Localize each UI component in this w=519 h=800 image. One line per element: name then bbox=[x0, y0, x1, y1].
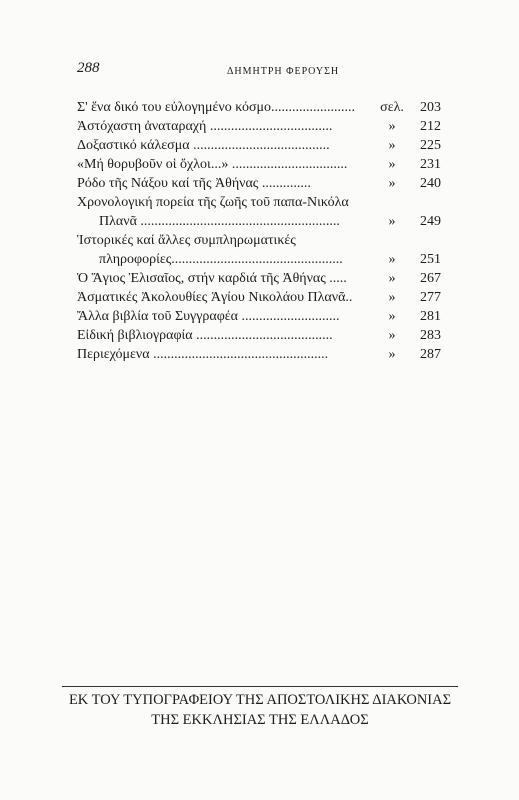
toc-entry-title: Ἀσματικές Ἀκολουθίες Ἁγίου Νικολάου Πλανᾶ.. bbox=[77, 290, 353, 305]
toc-entry-title: Ὁ Ἅγιος Ἐλισαῖος, στήν καρδιά τῆς Ἀθήνας ..... bbox=[77, 271, 347, 286]
toc-entry bbox=[77, 288, 441, 307]
toc-entry-page: 203 bbox=[420, 100, 441, 115]
toc-entry-title: Περιεχόμενα .................................................. bbox=[77, 347, 329, 362]
toc-entry-marker: » bbox=[388, 328, 396, 343]
toc-entry-page: 225 bbox=[420, 138, 441, 153]
toc-entry-page: 281 bbox=[420, 309, 441, 324]
toc-entry-page: 249 bbox=[420, 214, 441, 229]
toc-entry-title: Ρόδο τῆς Νάξου καί τῆς Ἀθήνας .............. bbox=[77, 176, 311, 191]
printer-imprint bbox=[62, 690, 458, 730]
toc-entry-title: Ἄλλα βιβλία τοῦ Συγγραφέα ............................ bbox=[77, 309, 340, 324]
page-header bbox=[77, 60, 441, 84]
toc-entry bbox=[77, 326, 441, 345]
toc-entry-title: Ἀστόχαστη ἀναταραχή ................................... bbox=[77, 119, 333, 134]
toc-entry bbox=[77, 174, 441, 193]
toc-entry-marker: » bbox=[388, 176, 396, 191]
toc-entry-title-line1: Χρονολογική πορεία τῆς ζωῆς τοῦ παπα-Νικόλα bbox=[77, 195, 349, 210]
toc-entry-marker: » bbox=[388, 252, 396, 267]
toc-entry bbox=[77, 307, 441, 326]
toc-entry-title: Εἰδική βιβλιογραφία ....................................... bbox=[77, 328, 333, 343]
imprint-line-1: ΕΚ ΤΟΥ ΤΥΠΟΓΡΑΦΕΙΟΥ ΤΗΣ ΑΠΟΣΤΟΛΙΚΗΣ ΔΙΑΚΟΝΙΑΣ bbox=[68, 692, 452, 708]
toc-entry bbox=[77, 231, 441, 269]
toc-entry-marker: » bbox=[388, 271, 396, 286]
toc-entry-page: 240 bbox=[420, 176, 441, 191]
toc-entry-title: Δοξαστικό κάλεσμα ....................................... bbox=[77, 138, 330, 153]
running-title: ΔΗΜΗΤΡΗ ΦΕΡΟΥΣΗ bbox=[227, 66, 340, 77]
toc-entry-title: «Μή θορυβοῦν οἱ ὄχλοι...» ................................. bbox=[77, 157, 348, 172]
toc-entry bbox=[77, 193, 441, 231]
toc-entry-page: 287 bbox=[420, 347, 441, 362]
table-of-contents bbox=[77, 98, 441, 364]
footer-divider bbox=[62, 686, 458, 687]
toc-entry-marker: » bbox=[388, 119, 396, 134]
toc-entry-page: 277 bbox=[420, 290, 441, 305]
toc-entry-marker: » bbox=[388, 347, 396, 362]
toc-entry bbox=[77, 136, 441, 155]
imprint-line-2: ΤΗΣ ΕΚΚΛΗΣΙΑΣ ΤΗΣ ΕΛΛΑΔΟΣ bbox=[151, 712, 369, 728]
toc-entry-marker: » bbox=[388, 290, 396, 305]
toc-entry-marker: » bbox=[388, 138, 396, 153]
toc-entry-title: Σ' ἕνα δικό του εὐλογημένο κόσμο........................ bbox=[77, 100, 356, 115]
toc-entry-title-line2: Πλανᾶ ......................................................... bbox=[99, 214, 340, 229]
toc-entry-title bbox=[77, 193, 375, 231]
toc-entry-title-line2: πληροφορίες................................................. bbox=[99, 252, 343, 267]
toc-entry-page: 267 bbox=[420, 271, 441, 286]
toc-entry-title-line1: Ἱστορικές καί ἄλλες συμπληρωματικές bbox=[77, 233, 296, 248]
toc-entry bbox=[77, 155, 441, 174]
toc-entry-marker: » bbox=[388, 309, 396, 324]
toc-entry-marker: σελ. bbox=[380, 100, 404, 115]
toc-entry-page: 231 bbox=[420, 157, 441, 172]
toc-entry-page: 212 bbox=[420, 119, 441, 134]
toc-entry-marker: » bbox=[388, 214, 396, 229]
page-number: 288 bbox=[77, 60, 100, 76]
toc-entry-marker: » bbox=[388, 157, 396, 172]
toc-entry bbox=[77, 117, 441, 136]
toc-entry-page: 283 bbox=[420, 328, 441, 343]
toc-entry-title bbox=[77, 231, 375, 269]
toc-entry-page: 251 bbox=[420, 252, 441, 267]
toc-entry bbox=[77, 98, 441, 117]
toc-entry bbox=[77, 269, 441, 288]
toc-entry bbox=[77, 345, 441, 364]
